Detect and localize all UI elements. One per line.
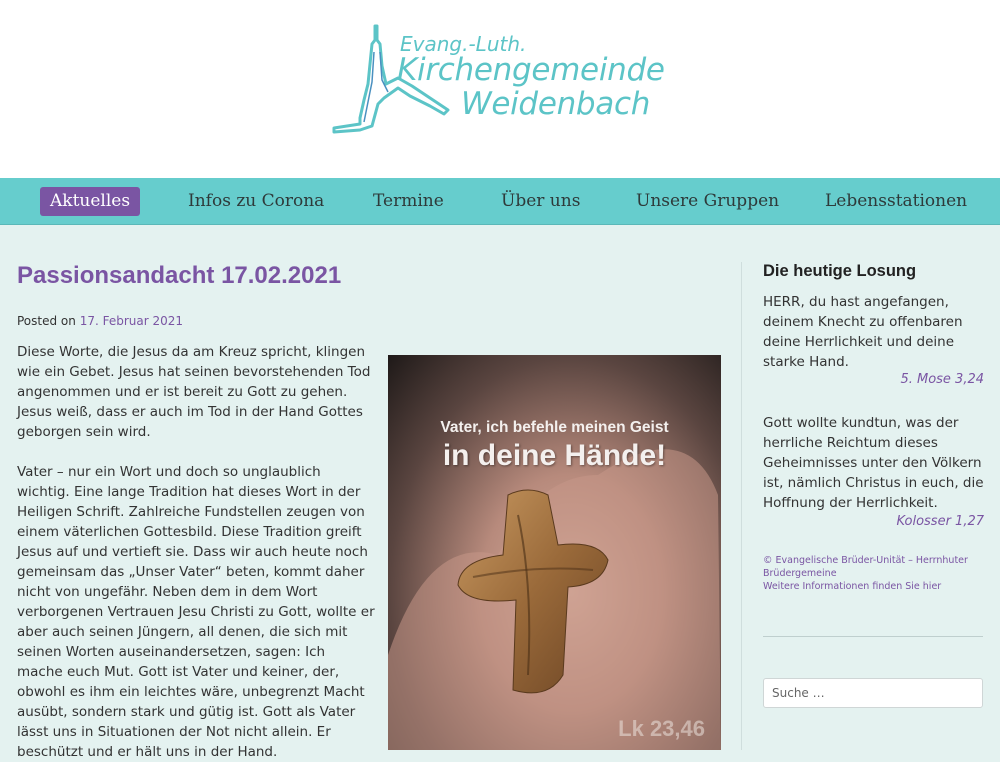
losung-text-2: Gott wollte kundtun, was der herrliche Reichtum dieses Geheimnisses unter den Völkern ist, nämlich Christus in euch, die Hoffnung der Herrlichkeit. <box>763 415 984 511</box>
nav-item-infos-zu-corona[interactable]: Infos zu Corona <box>188 191 325 211</box>
losung-more-info-link[interactable]: Weitere Informationen finden Sie hier <box>763 581 942 592</box>
main-navigation <box>0 178 1000 225</box>
site-logo[interactable] <box>330 22 675 140</box>
logo-line1: Evang.-Luth. <box>400 32 527 56</box>
post-image <box>388 355 721 750</box>
logo-line3: Weidenbach <box>461 86 651 122</box>
nav-item-ueber-uns[interactable]: Über uns <box>501 191 581 211</box>
search-input[interactable] <box>763 678 983 708</box>
nav-item-aktuelles[interactable]: Aktuelles <box>40 187 140 216</box>
post-paragraph-2: Vater – nur ein Wort und doch so unglaublich wichtig. Eine lange Tradition hat dieses Wort in der Heiligen Schrift. Zahlreiche Fundstellen zeugen von einem väterlichen Gottesbild. Diese Tradition greift Jesus auf und vertieft sie. Dass wir auch heute noch gemeinsam das „Unser Vater“ beten, kommt daher nicht von ungefähr. Neben dem in dem Wort verborgenen Vertrauen Jesu Christi zu Gott, wollte er aber auch seinen Jüngern, all denen, die sich mit seinen Worten auseinandersetzen, sagen: Ich mache euch Mut. Gott ist Vater und keiner, der, obwohl es ihm ein leichtes wäre, unbegrenzt Macht ausübt, sondern stark und gütig ist. Gott als Vater lässt uns in Situationen der Not nicht allein. Er beschützt und er hält uns in der Hand. <box>17 464 375 760</box>
wooden-cross-icon <box>388 355 721 750</box>
nav-item-termine[interactable]: Termine <box>373 191 444 211</box>
losung-source-2[interactable]: Kolosser 1,27 <box>896 514 984 529</box>
main-content <box>0 226 1000 760</box>
sidebar-divider <box>763 636 983 637</box>
posted-prefix: Posted on <box>17 314 76 328</box>
sidebar-title: Die heutige Losung <box>763 262 917 280</box>
post-title[interactable]: Passionsandacht 17.02.2021 <box>17 262 342 289</box>
image-bible-reference: Lk 23,46 <box>618 716 705 741</box>
losung-source-1[interactable]: 5. Mose 3,24 <box>900 372 984 387</box>
logo-line2: Kirchengemeinde <box>397 52 665 88</box>
site-header <box>0 0 1000 178</box>
post-paragraph-1: Diese Worte, die Jesus da am Kreuz spricht, klingen wie ein Gebet. Jesus hat seinen bevorstehenden Tod angenommen und er ist bereit zu Gott zu gehen. Jesus weiß, dass er auch im Tod in der Hand Gottes geborgen sein wird. <box>17 344 371 440</box>
nav-item-unsere-gruppen[interactable]: Unsere Gruppen <box>636 191 780 211</box>
losung-copyright[interactable]: © Evangelische Brüder-Unität – Herrnhuter Brüdergemeine <box>763 555 968 579</box>
image-caption-line1: Vater, ich befehle meinen Geist <box>440 419 669 436</box>
losung-text-1: HERR, du hast angefangen, deinem Knecht zu offenbaren deine Herrlichkeit und deine starke Hand. <box>763 294 963 370</box>
post-meta <box>17 314 183 328</box>
content-sidebar-divider <box>741 262 742 750</box>
nav-item-lebensstationen[interactable]: Lebensstationen <box>825 191 968 211</box>
image-caption-line2: in deine Hände! <box>442 439 667 472</box>
post-date-link[interactable]: 17. Februar 2021 <box>79 314 184 328</box>
